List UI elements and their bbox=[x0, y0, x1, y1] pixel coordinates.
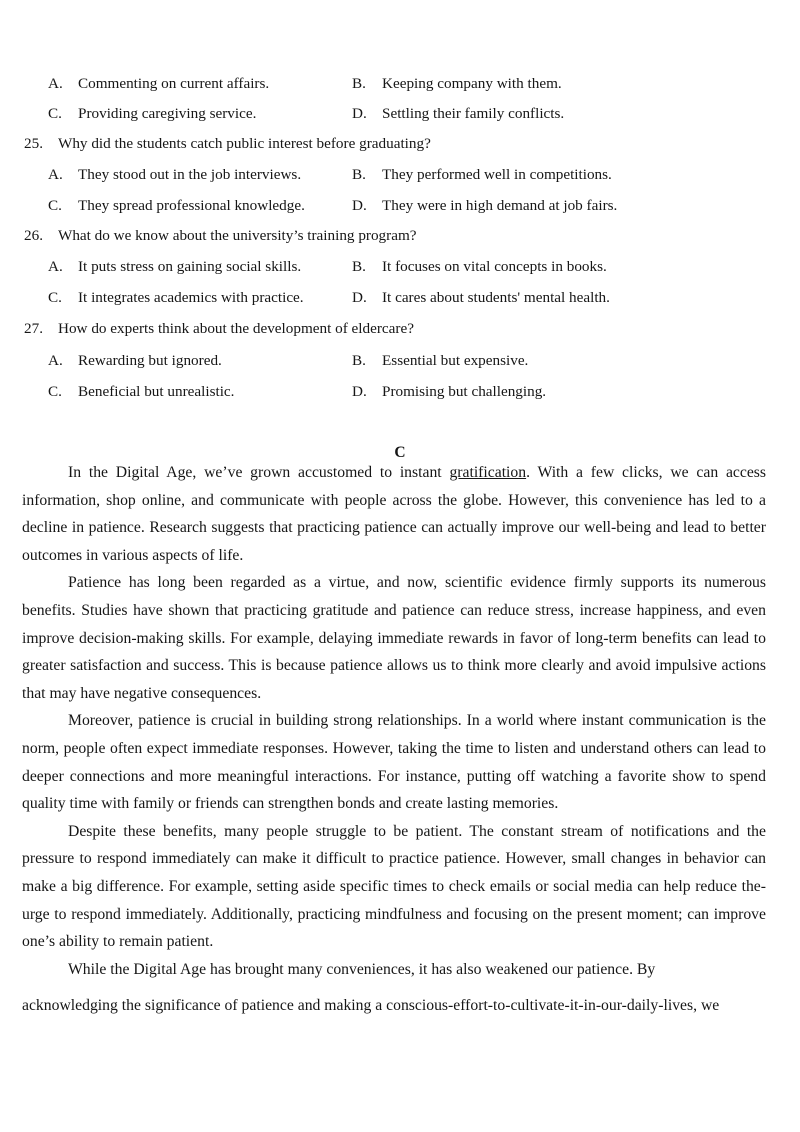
q26-option-c[interactable] bbox=[48, 288, 304, 308]
question-26 bbox=[24, 226, 417, 246]
paragraph-3: Moreover, patience is crucial in building strong relationships. In a world where instant communication is the norm, people often expect immediate responses. However, taking the time to listen and understand others can lead to deeper connections and more meaningful interactions. For instance, putting off watching a favorite show to spend quality time with family or friends can strengthen bonds and create lasting memories. bbox=[22, 712, 766, 813]
option-text: They were in high demand at job fairs. bbox=[382, 197, 618, 214]
q27-option-d[interactable] bbox=[352, 382, 546, 402]
option-text: Keeping company with them. bbox=[382, 75, 562, 92]
q26-option-d[interactable] bbox=[352, 288, 610, 308]
option-letter: B. bbox=[352, 166, 366, 183]
paragraph-text: . With a few clicks, we can access information, shop online, and communicate with people across the globe. However, this convenience has led to a decline in patience. Research suggests that practicing patience can actually improve our well-being and lead to better outcomes in various aspects of life. bbox=[22, 464, 767, 564]
option-text: It puts stress on gaining social skills. bbox=[78, 258, 302, 275]
option-text: Promising but challenging. bbox=[382, 383, 547, 400]
question-stem: Why did the students catch public interest before graduating? bbox=[58, 135, 431, 152]
paragraph-5: While the Digital Age has brought many conveniences, it has also weakened our patience. By bbox=[68, 960, 656, 978]
q25-option-b[interactable] bbox=[352, 165, 612, 185]
q25-option-d[interactable] bbox=[352, 196, 617, 216]
option-letter: D. bbox=[352, 289, 367, 306]
option-text: They performed well in competitions. bbox=[382, 166, 612, 183]
option-letter: B. bbox=[352, 75, 366, 92]
section-heading: C bbox=[394, 444, 406, 461]
option-letter: D. bbox=[352, 197, 367, 214]
q24-option-a[interactable] bbox=[48, 74, 269, 94]
paragraph-5-continued: acknowledging the significance of patience and making a conscious-effort-to-cultivate-it-in-our-daily-lives, we bbox=[22, 997, 720, 1014]
question-stem: What do we know about the university’s training program? bbox=[58, 227, 417, 244]
option-text: Settling their family conflicts. bbox=[382, 105, 565, 122]
q24-option-b[interactable] bbox=[352, 74, 562, 94]
option-letter: C. bbox=[48, 105, 62, 122]
option-text: Providing caregiving service. bbox=[78, 105, 257, 122]
option-letter: A. bbox=[48, 352, 63, 369]
option-letter: A. bbox=[48, 75, 63, 92]
q25-option-c[interactable] bbox=[48, 196, 305, 216]
paragraph-1 bbox=[22, 459, 766, 569]
paragraph-text: In the Digital Age, we’ve grown accustomed to instant bbox=[68, 464, 450, 481]
option-text: It integrates academics with practice. bbox=[78, 289, 304, 306]
option-text: Rewarding but ignored. bbox=[78, 352, 222, 369]
option-text: Beneficial but unrealistic. bbox=[78, 383, 235, 400]
option-letter: B. bbox=[352, 352, 366, 369]
option-text: It focuses on vital concepts in books. bbox=[382, 258, 607, 275]
paragraph-4: Despite these benefits, many people struggle to be patient. The constant stream of notifications and the pressure to respond immediately can make it difficult to practice patience. However, small changes in behavior can make a big difference. For example, setting aside specific times to check emails or social media can help reduce the-urge to respond immediately. Additionally, practicing mindfulness and focusing on the present moment; can improve one’s ability to remain patient. bbox=[22, 822, 766, 951]
option-text: It cares about students' mental health. bbox=[382, 289, 610, 306]
q24-option-d[interactable] bbox=[352, 104, 564, 124]
option-letter: D. bbox=[352, 105, 367, 122]
underlined-word: gratification bbox=[449, 464, 527, 481]
q26-option-a[interactable] bbox=[48, 257, 301, 277]
question-27 bbox=[24, 319, 414, 339]
q24-option-c[interactable] bbox=[48, 104, 256, 124]
question-number: 27. bbox=[24, 320, 43, 337]
paragraph-2: Patience has long been regarded as a virtue, and now, scientific evidence firmly supports its numerous benefits. Studies have shown that practicing gratitude and patience can reduce stress, increase happiness, and even improve decision-making skills. For example, delaying immediate rewards in favor of long-term benefits can lead to greater satisfaction and success. This is because patience allows us to think more clearly and avoid impulsive actions that may have negative consequences. bbox=[22, 574, 766, 702]
q25-option-a[interactable] bbox=[48, 165, 301, 185]
question-stem: How do experts think about the development of eldercare? bbox=[58, 320, 414, 337]
option-text: They spread professional knowledge. bbox=[78, 197, 305, 214]
option-text: They stood out in the job interviews. bbox=[78, 166, 302, 183]
question-number: 26. bbox=[24, 227, 43, 244]
option-letter: C. bbox=[48, 197, 62, 214]
option-letter: D. bbox=[352, 383, 367, 400]
question-25 bbox=[24, 134, 431, 154]
option-letter: C. bbox=[48, 383, 62, 400]
option-text: Essential but expensive. bbox=[382, 352, 529, 369]
reading-passage bbox=[22, 459, 766, 983]
q26-option-b[interactable] bbox=[352, 257, 607, 277]
q27-option-b[interactable] bbox=[352, 351, 528, 371]
q27-option-c[interactable] bbox=[48, 382, 234, 402]
option-letter: A. bbox=[48, 166, 63, 183]
option-letter: B. bbox=[352, 258, 366, 275]
option-text: Commenting on current affairs. bbox=[78, 75, 270, 92]
question-number: 25. bbox=[24, 135, 43, 152]
option-letter: C. bbox=[48, 289, 62, 306]
q27-option-a[interactable] bbox=[48, 351, 222, 371]
option-letter: A. bbox=[48, 258, 63, 275]
